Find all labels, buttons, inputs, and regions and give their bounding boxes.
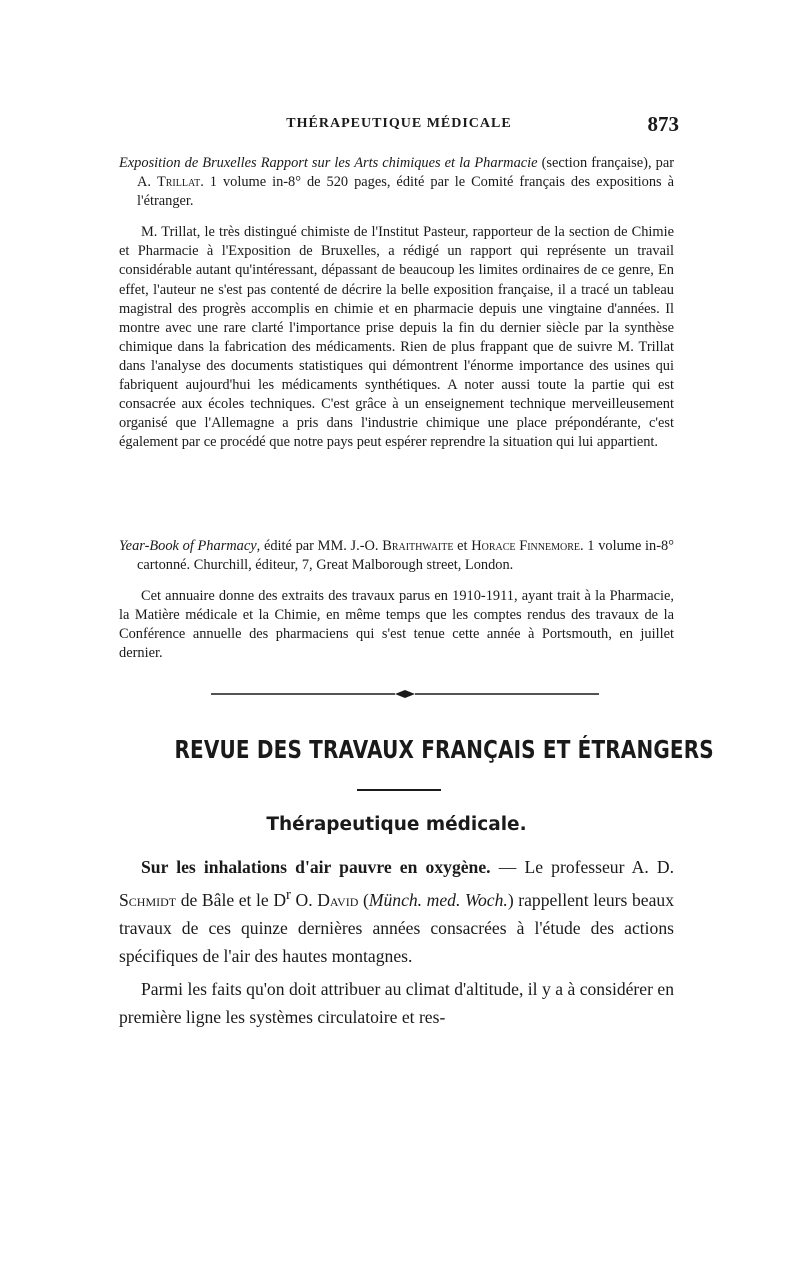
article (119, 853, 674, 1031)
review-1-author: Trillat (156, 174, 201, 191)
article-lead: Sur les inhalations d'air pauvre en oxygène. (141, 857, 491, 877)
ornamental-rule-divider (211, 689, 599, 699)
subsection-title: Thérapeutique médicale. (266, 814, 527, 835)
review-2-author-2: Horace Finnemore (471, 538, 581, 554)
article-paragraph-2: Parmi les faits qu'on doit attribuer au climat d'altitude, il y a à considérer en première ligne les systèmes circulatoire et res- (119, 978, 674, 1027)
review-2-author-1: Braithwaite (382, 538, 454, 554)
review-2-title: Year-Book of Pharmacy (119, 538, 257, 554)
page-number: 873 (647, 112, 679, 136)
article-p1-b: de Bâle et le D (176, 890, 287, 911)
review-2-citation (119, 537, 674, 575)
short-rule-divider (357, 789, 441, 791)
article-sup: r (286, 887, 291, 904)
article-author-2: David (317, 890, 359, 911)
review-1-info-2: . 1 volume in-8° de 520 pages, édité par le Comité français des expositions à l'étranger. (137, 174, 674, 210)
review-1-citation (119, 154, 674, 211)
running-head (119, 112, 679, 140)
article-journal: Münch. med. Woch. (368, 890, 508, 911)
article-p1-a: — Le professeur A. D. (490, 857, 674, 877)
article-p1-e: ) rappellent leurs beaux travaux de ces quinze dernières années consacrées à l'étude des actions spécifiques de l'air des hautes montagnes. (119, 890, 674, 967)
review-1-body: M. Trillat, le très distingué chimiste de l'Institut Pasteur, rapporteur de la section de Chimie et Pharmacie à l'Exposition de Bruxelles, a rédigé un rapport qui représente un travail considérable autant qu'intéressant, dépassant de beaucoup les limites ordinaires de ce genre, En effet, l'auteur ne s'est pas contenté de décrire la belle exposition française, il a tracé un tableau magistral des progrès accomplis en chimie et en pharmacie depuis une vingtaine d'années. Il montre avec une rare clarté l'importance prise depuis la fin du dernier siècle par la synthèse chimique dans la fabrication des médicaments. Rien de plus frappant que de suivre M. Trillat dans l'analyse des documents statistiques qui démontrent l'énorme importance des usines qui fabriquent aujourd'hui les médicaments synthétiques. A noter aussi toute la partie qui est consacrée aux écoles techniques. C'est grâce à un enseignement technique merveilleusement organisé que l'Allemagne a pris dans l'industrie chimique une place prépondérante, c'est également par ce procédé que notre pays peut espérer reprendre la situation qui lui appartient. (119, 224, 674, 451)
review-2-body: Cet annuaire donne des extraits des travaux parus en 1910-1911, ayant trait à la Pharmacie, la Matière médicale et la Chimie, en même temps que les comptes rendus des travaux de la Conférence annuelle des pharmaciens qui s'est tenue cette année à Portsmouth, en juillet dernier. (119, 588, 674, 662)
review-2-info-1: , édité par MM. J.-O. (256, 538, 383, 554)
review-2 (119, 537, 674, 664)
running-title: THÉRAPEUTIQUE MÉDICALE (286, 116, 512, 131)
article-paragraph-1 (119, 853, 674, 971)
review-1-title: Exposition de Bruxelles Rapport sur les Arts chimiques et la Pharmacie (119, 155, 538, 171)
section-title: REVUE DES TRAVAUX FRANÇAIS ET ÉTRANGERS (174, 735, 714, 764)
review-1-info-1: (section française), par A. (137, 155, 675, 191)
review-2-info-2: et (453, 538, 472, 554)
review-2-info-3: . 1 volume in-8° cartonné. Churchill, éditeur, 7, Great Malborough street, London. (137, 538, 674, 574)
article-p1-c: O. (290, 890, 318, 911)
review-1 (119, 154, 674, 452)
article-author-1: Schmidt (119, 890, 177, 911)
article-p1-d: ( (358, 890, 369, 911)
